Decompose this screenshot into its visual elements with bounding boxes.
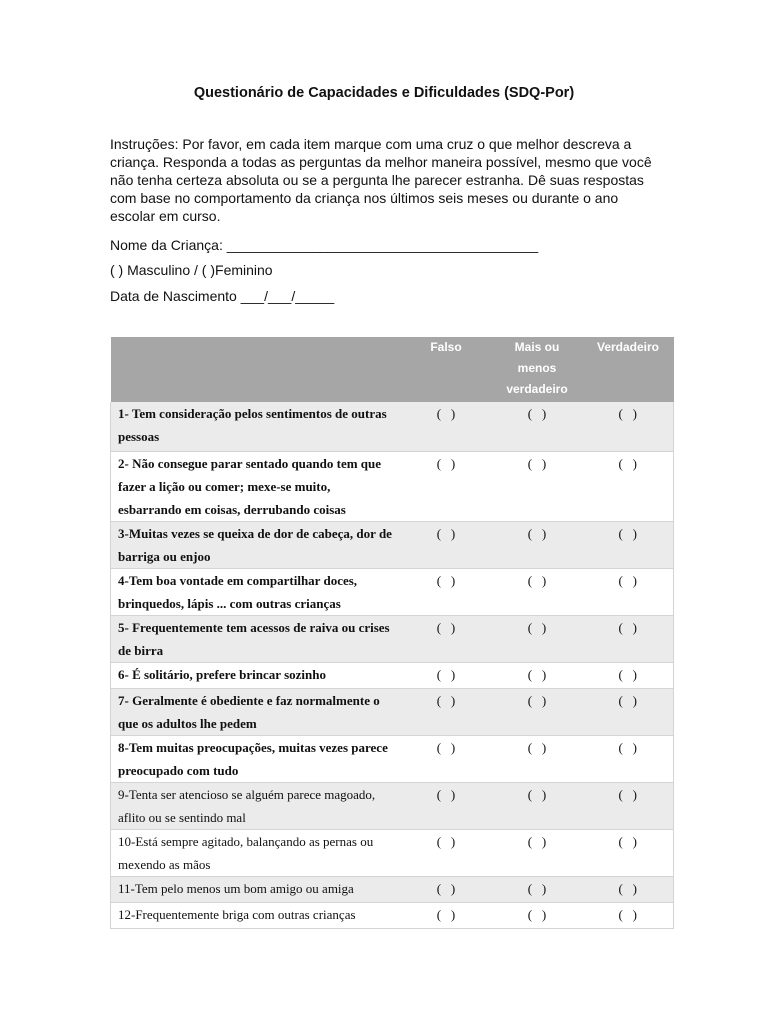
option-verdadeiro-checkbox[interactable]: ( ) xyxy=(583,876,674,902)
table-row xyxy=(111,568,674,615)
table-row xyxy=(111,662,674,688)
table-row xyxy=(111,521,674,568)
question-text: 1- Tem consideração pelos sentimentos de outras pessoas xyxy=(111,402,401,451)
table-row xyxy=(111,615,674,662)
table-row xyxy=(111,876,674,902)
table-row xyxy=(111,402,674,451)
table-row xyxy=(111,688,674,735)
header-mais-ou-menos: Mais ou menos verdadeiro xyxy=(492,337,583,402)
birth-date-field[interactable]: Data de Nascimento ___/___/_____ xyxy=(110,288,335,304)
option-mais-ou-menos-checkbox[interactable]: ( ) xyxy=(492,451,583,521)
option-verdadeiro-checkbox[interactable]: ( ) xyxy=(583,902,674,928)
option-verdadeiro-checkbox[interactable]: ( ) xyxy=(583,735,674,782)
header-verdadeiro: Verdadeiro xyxy=(583,337,674,402)
question-text: 5- Frequentemente tem acessos de raiva ou crises de birra xyxy=(111,615,401,662)
option-mais-ou-menos-checkbox[interactable]: ( ) xyxy=(492,876,583,902)
option-falso-checkbox[interactable]: ( ) xyxy=(401,402,492,451)
option-mais-ou-menos-checkbox[interactable]: ( ) xyxy=(492,402,583,451)
option-mais-ou-menos-checkbox[interactable]: ( ) xyxy=(492,662,583,688)
option-falso-checkbox[interactable]: ( ) xyxy=(401,662,492,688)
option-falso-checkbox[interactable]: ( ) xyxy=(401,782,492,829)
option-falso-checkbox[interactable]: ( ) xyxy=(401,735,492,782)
option-falso-checkbox[interactable]: ( ) xyxy=(401,829,492,876)
option-mais-ou-menos-checkbox[interactable]: ( ) xyxy=(492,782,583,829)
table-row xyxy=(111,451,674,521)
option-verdadeiro-checkbox[interactable]: ( ) xyxy=(583,451,674,521)
option-falso-checkbox[interactable]: ( ) xyxy=(401,451,492,521)
table-row xyxy=(111,735,674,782)
option-falso-checkbox[interactable]: ( ) xyxy=(401,615,492,662)
header-question xyxy=(111,337,401,402)
table-row xyxy=(111,782,674,829)
option-verdadeiro-checkbox[interactable]: ( ) xyxy=(583,782,674,829)
document-title: Questionário de Capacidades e Dificuldades (SDQ-Por) xyxy=(193,85,575,101)
option-verdadeiro-checkbox[interactable]: ( ) xyxy=(583,829,674,876)
header-falso: Falso xyxy=(401,337,492,402)
question-text: 7- Geralmente é obediente e faz normalmente o que os adultos lhe pedem xyxy=(111,688,401,735)
option-verdadeiro-checkbox[interactable]: ( ) xyxy=(583,402,674,451)
table-body xyxy=(111,402,674,928)
question-text: 9-Tenta ser atencioso se alguém parece magoado, aflito ou se sentindo mal xyxy=(111,782,401,829)
question-text: 10-Está sempre agitado, balançando as pernas ou mexendo as mãos xyxy=(111,829,401,876)
question-text: 6- É solitário, prefere brincar sozinho xyxy=(111,662,401,688)
option-falso-checkbox[interactable]: ( ) xyxy=(401,688,492,735)
question-text: 12-Frequentemente briga com outras crianças xyxy=(111,902,401,928)
option-mais-ou-menos-checkbox[interactable]: ( ) xyxy=(492,615,583,662)
instructions-text: Instruções: Por favor, em cada item marque com uma cruz o que melhor descreva a criança. Responda a todas as perguntas da melhor maneira possível, mesmo que você não tenha certeza absoluta ou se a pergunta lhe parecer estranha. Dê suas respostas com base no comportamento da criança nos últimos seis meses ou durante o ano escolar em curso. xyxy=(110,136,652,224)
table-header-row xyxy=(111,337,674,402)
table-row xyxy=(111,829,674,876)
option-falso-checkbox[interactable]: ( ) xyxy=(401,521,492,568)
option-mais-ou-menos-checkbox[interactable]: ( ) xyxy=(492,829,583,876)
option-falso-checkbox[interactable]: ( ) xyxy=(401,876,492,902)
table-row xyxy=(111,902,674,928)
option-mais-ou-menos-checkbox[interactable]: ( ) xyxy=(492,688,583,735)
option-mais-ou-menos-checkbox[interactable]: ( ) xyxy=(492,902,583,928)
question-text: 11-Tem pelo menos um bom amigo ou amiga xyxy=(111,876,401,902)
child-name-field[interactable]: Nome da Criança: ________________________________________ xyxy=(110,237,539,253)
sdq-questionnaire-table xyxy=(110,337,674,929)
question-text: 3-Muitas vezes se queixa de dor de cabeça, dor de barriga ou enjoo xyxy=(111,521,401,568)
sex-selection-field[interactable]: ( ) Masculino / ( )Feminino xyxy=(110,262,273,278)
option-mais-ou-menos-checkbox[interactable]: ( ) xyxy=(492,521,583,568)
option-verdadeiro-checkbox[interactable]: ( ) xyxy=(583,568,674,615)
option-verdadeiro-checkbox[interactable]: ( ) xyxy=(583,615,674,662)
question-text: 4-Tem boa vontade em compartilhar doces, brinquedos, lápis ... com outras crianças xyxy=(111,568,401,615)
question-text: 2- Não consegue parar sentado quando tem que fazer a lição ou comer; mexe-se muito, esbarrando em coisas, derrubando coisas xyxy=(111,451,401,521)
option-verdadeiro-checkbox[interactable]: ( ) xyxy=(583,688,674,735)
option-mais-ou-menos-checkbox[interactable]: ( ) xyxy=(492,568,583,615)
question-text: 8-Tem muitas preocupações, muitas vezes parece preocupado com tudo xyxy=(111,735,401,782)
option-verdadeiro-checkbox[interactable]: ( ) xyxy=(583,662,674,688)
option-verdadeiro-checkbox[interactable]: ( ) xyxy=(583,521,674,568)
option-falso-checkbox[interactable]: ( ) xyxy=(401,902,492,928)
option-falso-checkbox[interactable]: ( ) xyxy=(401,568,492,615)
option-mais-ou-menos-checkbox[interactable]: ( ) xyxy=(492,735,583,782)
